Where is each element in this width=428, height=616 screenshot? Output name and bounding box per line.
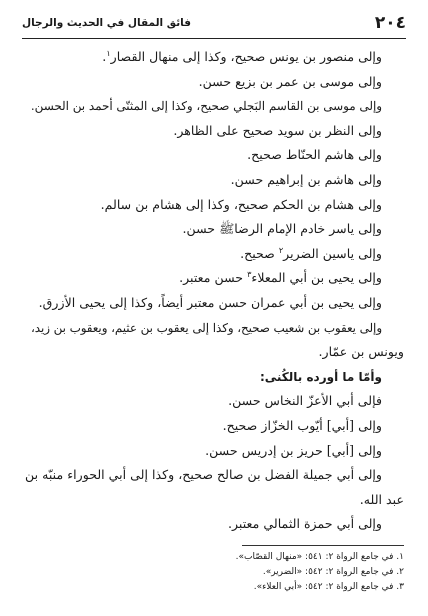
text-line: [24, 266, 404, 291]
text-line: [24, 365, 404, 390]
line-text: وإلى موسى بن عمر بن بزيع حسن.: [198, 73, 382, 89]
line-text: وإلى ياسر خادم الإمام الرضاﷺ حسن.: [182, 221, 382, 237]
line-text: وإلى هشام بن الحكم صحيح، وكذا إلى هشام بن سالم.: [100, 196, 382, 212]
text-line: [24, 119, 404, 144]
footnotes: [24, 550, 404, 595]
line-text: وإلى منصور بن يونس صحيح، وكذا إلى منهال القصار: [110, 49, 382, 64]
footnote-separator: [242, 545, 404, 546]
footnote-marker[interactable]: ١: [106, 48, 111, 58]
text-line: [24, 439, 404, 464]
text-line: [24, 193, 404, 218]
line-text: وإلى [أبي] أيّوب الخزّاز صحيح.: [222, 417, 382, 433]
page-header: [22, 12, 406, 36]
line-text: وإلى يحيى بن أبي عمران حسن معتبر أيضاً، وكذا إلى يحيى الأزرق.: [38, 294, 382, 310]
footnote-marker[interactable]: ٢: [278, 245, 284, 255]
main-text: [24, 45, 404, 537]
text-line: [24, 217, 404, 242]
line-text: وإلى هاشم بن إبراهيم حسن.: [230, 171, 382, 187]
text-line: [24, 94, 404, 119]
text-line: [24, 316, 404, 341]
text-line: [24, 488, 404, 513]
text-line: [24, 291, 404, 316]
running-title: فائق المقال في الحديث والرجال: [22, 17, 191, 29]
text-line: [24, 463, 404, 488]
line-text: وإلى يحيى بن أبي المعلاء: [251, 270, 382, 286]
text-line: [24, 143, 404, 168]
text-line: [24, 70, 404, 95]
line-text-tail: صحيح.: [240, 245, 279, 261]
line-text: فإلى أبي الأعزّ النخاس حسن.: [228, 393, 382, 409]
text-line: [24, 340, 404, 365]
text-line: [24, 512, 404, 537]
line-text: وإلى أبي جميلة الفضل بن صالح صحيح، وكذا إلى أبي الحوراء منبّه بن: [25, 467, 382, 483]
line-text: ويونس بن عمّار.: [318, 344, 404, 360]
footnote-marker[interactable]: ٣: [247, 270, 252, 280]
text-line: [24, 242, 404, 267]
text-line: [24, 168, 404, 193]
line-text: وإلى [أبي] حريز بن إدريس حسن.: [205, 442, 382, 458]
line-text-tail: .: [102, 49, 107, 64]
line-text: وإلى النظر بن سويد صحيح على الظاهر.: [173, 122, 382, 138]
text-line: [24, 414, 404, 439]
line-text: وإلى ياسين الضرير: [283, 245, 382, 261]
line-text: وإلى هاشم الحنّاط صحيح.: [247, 147, 382, 163]
line-text: وأمّا ما أورده بالكُنى:: [259, 369, 382, 384]
line-text: وإلى موسى بن القاسم البَجلي صحيح، وكذا إلى المثنّى أحمد بن الحسن.: [30, 99, 382, 114]
footnote: ٢. في جامع الرواة ٢: ٥٤٢: «الضرير».: [262, 567, 404, 577]
header-rule: [22, 38, 406, 39]
line-text: وإلى يعقوب بن شعيب صحيح، وكذا إلى يعقوب بن عثيم، ويعقوب بن زيد،: [31, 320, 382, 335]
line-text: وإلى أبي حمزة الثمالي معتبر.: [227, 516, 382, 532]
footnote: ١. في جامع الرواة ٢: ٥٤١: «منهال القصّاب».: [235, 552, 404, 562]
line-text: عبد الله.: [359, 491, 404, 507]
page-number: ٢٠٤: [374, 13, 406, 33]
line-text-tail: حسن معتبر.: [179, 270, 248, 286]
footnote: ٣. في جامع الرواة ٢: ٥٤٢: «أبي العلاء».: [253, 582, 404, 592]
text-line: [24, 389, 404, 414]
text-line: [24, 45, 404, 70]
